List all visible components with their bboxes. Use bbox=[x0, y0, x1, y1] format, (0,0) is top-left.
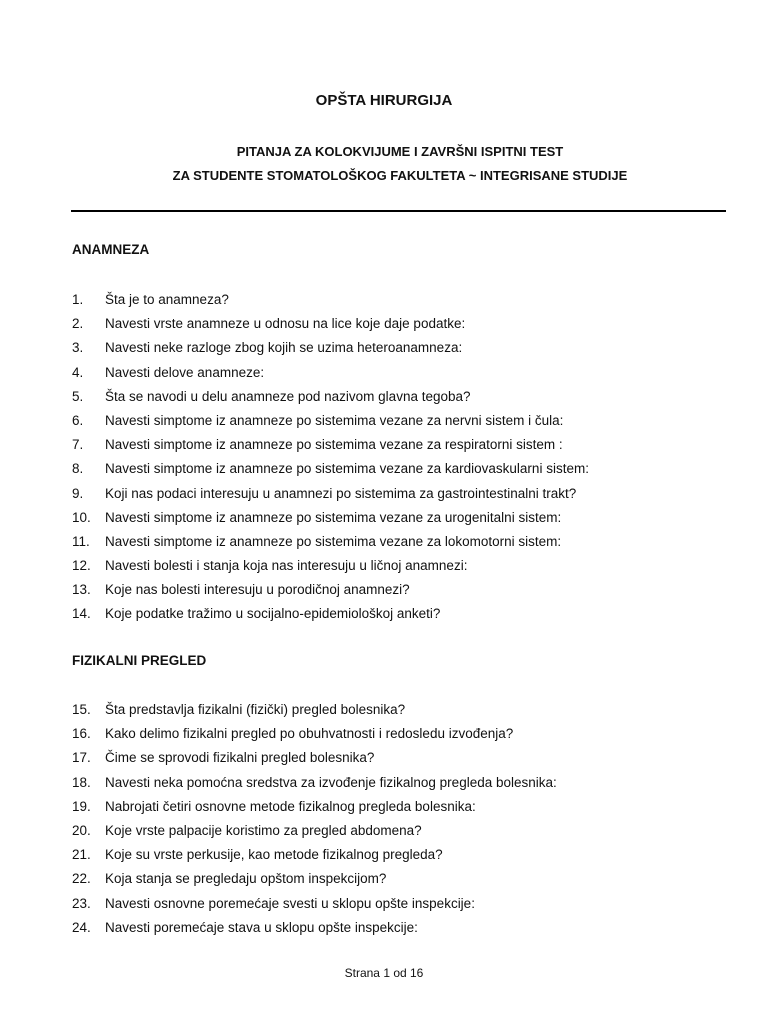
question-text: Navesti neke razloge zbog kojih se uzima heteroanamneza: bbox=[105, 340, 463, 356]
question-text: Šta predstavlja fizikalni (fizički) pregled bolesnika? bbox=[105, 702, 406, 717]
question-number: 3. bbox=[72, 340, 84, 356]
question-list-fizikalni-pregled bbox=[72, 700, 557, 942]
question-number: 23. bbox=[72, 895, 91, 911]
horizontal-rule bbox=[71, 210, 726, 212]
question-list-anamneza bbox=[72, 290, 589, 629]
question-item bbox=[72, 797, 557, 821]
document-title: OPŠTA HIRURGIJA bbox=[315, 92, 453, 109]
question-item bbox=[72, 314, 589, 338]
question-text: Navesti vrste anamneze u odnosu na lice koje daje podatke: bbox=[105, 316, 466, 332]
question-number: 20. bbox=[72, 822, 91, 838]
document-subtitle-line2: ZA STUDENTE STOMATOLOŠKOG FAKULTETA ~ INTEGRISANE STUDIJE bbox=[172, 168, 628, 183]
question-text: Navesti simptome iz anamneze po sistemima vezane za kardiovaskularni sistem: bbox=[105, 461, 589, 477]
question-text: Navesti simptome iz anamneze po sistemima vezane za urogenitalni sistem: bbox=[105, 509, 562, 525]
question-number: 13. bbox=[72, 582, 91, 598]
page-footer: Strana 1 od 16 bbox=[344, 966, 424, 980]
question-item bbox=[72, 532, 589, 556]
question-item bbox=[72, 580, 589, 604]
question-item bbox=[72, 338, 589, 362]
section-heading-fizikalni-pregled: FIZIKALNI PREGLED bbox=[72, 653, 207, 668]
question-text: Navesti simptome iz anamneze po sistemima vezane za nervni sistem i čula: bbox=[105, 412, 564, 428]
question-item bbox=[72, 556, 589, 580]
question-item bbox=[72, 748, 557, 772]
question-item bbox=[72, 435, 589, 459]
question-number: 16. bbox=[72, 726, 91, 742]
question-text: Koji nas podaci interesuju u anamnezi po sistemima za gastrointestinalni trakt? bbox=[105, 485, 577, 501]
question-number: 8. bbox=[72, 461, 84, 477]
question-number: 19. bbox=[72, 798, 91, 814]
question-number: 5. bbox=[72, 388, 84, 404]
question-number: 17. bbox=[72, 750, 91, 766]
question-text: Koja stanja se pregledaju opštom inspekcijom? bbox=[105, 871, 387, 887]
question-number: 21. bbox=[72, 847, 91, 863]
question-text: Kako delimo fizikalni pregled po obuhvatnosti i redosledu izvođenja? bbox=[105, 726, 514, 742]
question-item bbox=[72, 724, 557, 748]
question-item bbox=[72, 773, 557, 797]
question-number: 12. bbox=[72, 558, 91, 574]
question-text: Navesti poremećaje stava u sklopu opšte inspekcije: bbox=[105, 919, 418, 935]
question-item bbox=[72, 363, 589, 387]
question-number: 14. bbox=[72, 606, 91, 622]
question-text: Čime se sprovodi fizikalni pregled bolesnika? bbox=[105, 750, 375, 766]
question-number: 1. bbox=[72, 292, 84, 307]
question-item bbox=[72, 845, 557, 869]
question-text: Navesti bolesti i stanja koja nas interesuju u ličnoj anamnezi: bbox=[105, 558, 468, 574]
question-item bbox=[72, 604, 589, 628]
question-item bbox=[72, 484, 589, 508]
question-item bbox=[72, 821, 557, 845]
question-number: 7. bbox=[72, 437, 84, 453]
question-text: Navesti osnovne poremećaje svesti u sklopu opšte inspekcije: bbox=[105, 895, 475, 911]
question-text: Nabrojati četiri osnovne metode fizikalnog pregleda bolesnika: bbox=[105, 798, 476, 814]
question-item bbox=[72, 894, 557, 918]
document-subtitle-line1: PITANJA ZA KOLOKVIJUME I ZAVRŠNI ISPITNI TEST bbox=[236, 144, 564, 159]
question-text: Šta se navodi u delu anamneze pod nazivom glavna tegoba? bbox=[105, 388, 471, 404]
question-text: Koje vrste palpacije koristimo za pregled abdomena? bbox=[105, 822, 422, 838]
question-item bbox=[72, 869, 557, 893]
question-text: Šta je to anamneza? bbox=[105, 292, 229, 307]
question-number: 11. bbox=[72, 533, 90, 549]
question-text: Navesti simptome iz anamneze po sistemima vezane za respiratorni sistem : bbox=[105, 437, 563, 453]
question-item bbox=[72, 700, 557, 724]
question-number: 18. bbox=[72, 774, 91, 790]
question-text: Koje podatke tražimo u socijalno-epidemiološkoj anketi? bbox=[105, 606, 441, 622]
question-number: 6. bbox=[72, 412, 84, 428]
question-item bbox=[72, 290, 589, 314]
question-text: Navesti simptome iz anamneze po sistemima vezane za lokomotorni sistem: bbox=[105, 533, 562, 549]
question-item bbox=[72, 918, 557, 942]
question-item bbox=[72, 387, 589, 411]
question-number: 24. bbox=[72, 919, 91, 935]
question-number: 15. bbox=[72, 702, 91, 717]
question-item bbox=[72, 459, 589, 483]
question-number: 2. bbox=[72, 316, 84, 332]
question-text: Navesti neka pomoćna sredstva za izvođenje fizikalnog pregleda bolesnika: bbox=[105, 774, 557, 790]
question-number: 9. bbox=[72, 485, 84, 501]
question-number: 4. bbox=[72, 364, 84, 380]
question-number: 10. bbox=[72, 509, 91, 525]
question-number: 22. bbox=[72, 871, 91, 887]
question-item bbox=[72, 411, 589, 435]
section-heading-anamneza: ANAMNEZA bbox=[72, 242, 150, 257]
question-text: Navesti delove anamneze: bbox=[105, 364, 265, 380]
question-item bbox=[72, 508, 589, 532]
question-text: Koje su vrste perkusije, kao metode fizikalnog pregleda? bbox=[105, 847, 443, 863]
question-text: Koje nas bolesti interesuju u porodičnoj anamnezi? bbox=[105, 582, 410, 598]
